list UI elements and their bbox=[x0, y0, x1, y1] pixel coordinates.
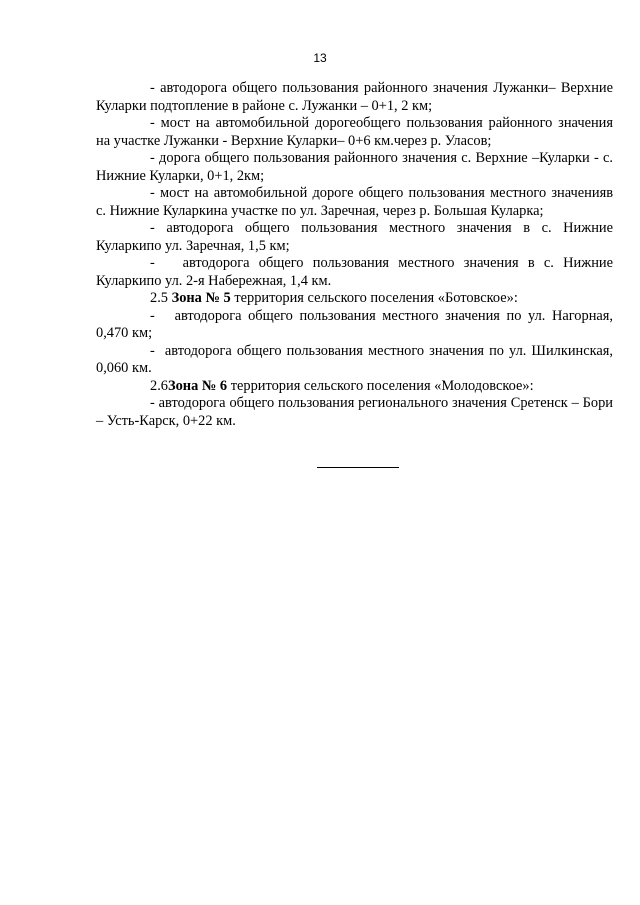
zone-5-number: 2.5 bbox=[150, 290, 172, 306]
page-number: 13 bbox=[313, 51, 327, 65]
list-item-kularki-road: - дорога общего пользования районного значения с. Верхние –Куларки - с. Нижние Куларки, 0+1, 2км; bbox=[96, 150, 617, 184]
list-item-naberezhnaya-road: - автодорога общего пользования местного значения в с. Нижние Куларкипо ул. 2-я Набережная, 1,4 км. bbox=[96, 255, 617, 289]
zone-5-description: территория сельского поселения «Ботовское»: bbox=[230, 290, 518, 306]
zone-6-number: 2.6 bbox=[150, 377, 168, 394]
list-item-luzhanki-road: - автодорога общего пользования районного значения Лужанки– Верхние Куларки подтопление в районе с. Лужанки – 0+1, 2 км; bbox=[96, 80, 617, 114]
list-item-ulasov-bridge: - мост на автомобильной дорогеобщего пользования районного значения на участке Лужанки - Верхние Куларки– 0+6 км.через р. Уласов; bbox=[96, 115, 617, 149]
zone-6-label: Зона № 6 bbox=[168, 377, 228, 394]
list-item-sretensk-road: - автодорога общего пользования регионального значения Сретенск – Бори – Усть-Карск, 0+22 км. bbox=[96, 395, 617, 429]
end-divider bbox=[317, 467, 399, 468]
zone-5-label: Зона № 5 bbox=[171, 290, 231, 306]
zone-6-description: территория сельского поселения «Молодовское»: bbox=[227, 377, 534, 394]
list-item-nagornaya-road: - автодорога общего пользования местного значения по ул. Нагорная, 0,470 км; bbox=[96, 307, 617, 341]
list-item-shilkinskaya-road: - автодорога общего пользования местного значения по ул. Шилкинская, 0,060 км. bbox=[96, 342, 617, 376]
zone-5-heading bbox=[96, 290, 613, 308]
list-item-zarechnaya-road: - автодорога общего пользования местного значения в с. Нижние Куларкипо ул. Заречная, 1,5 км; bbox=[96, 220, 617, 254]
list-item-bolshaya-kularka-bridge: - мост на автомобильной дороге общего пользования местного значенияв с. Нижние Куларкина участке по ул. Заречная, через р. Большая Куларка; bbox=[96, 185, 617, 219]
document-body bbox=[96, 80, 617, 430]
zone-6-heading bbox=[96, 378, 613, 396]
